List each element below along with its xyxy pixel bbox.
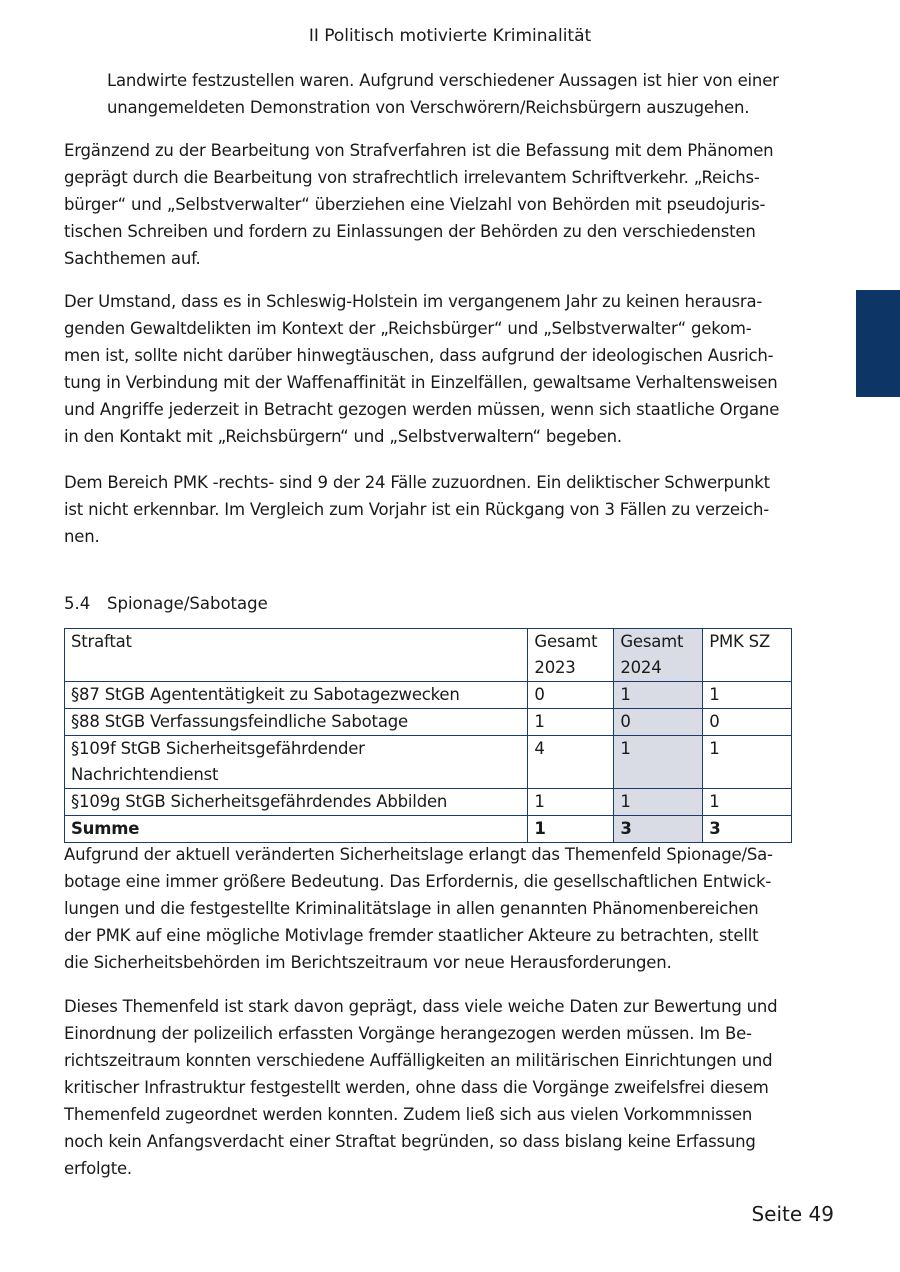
cell-straftat: §88 StGB Verfassungsfeindliche Sabotage bbox=[65, 709, 528, 736]
cell-gesamt-2023: 1 bbox=[528, 789, 614, 816]
cell-straftat bbox=[65, 736, 528, 789]
paragraph-sicherheitslage bbox=[64, 841, 794, 976]
text-line: geprägt durch die Bearbeitung von strafrechtlich irrelevantem Schriftverkehr. „Reichs- bbox=[64, 168, 760, 187]
cell-gesamt-2023: 0 bbox=[528, 682, 614, 709]
table-sum-row bbox=[65, 816, 792, 843]
cell-pmk-sz: 1 bbox=[703, 682, 792, 709]
text-line: unangemeldeten Demonstration von Verschwörern/Reichsbürgern auszugehen. bbox=[107, 98, 750, 117]
cell-line: Nachrichtendienst bbox=[71, 765, 219, 784]
text-line: ist nicht erkennbar. Im Vergleich zum Vorjahr ist ein Rückgang von 3 Fällen zu verzeich- bbox=[64, 500, 770, 519]
header-line: 2023 bbox=[534, 658, 576, 677]
text-line: tischen Schreiben und fordern zu Einlassungen der Behörden zu den verschiedensten bbox=[64, 222, 756, 241]
text-line: bürger“ und „Selbstverwalter“ überziehen eine Vielzahl von Behörden mit pseudojuris- bbox=[64, 195, 766, 214]
cell-sum-label: Summe bbox=[65, 816, 528, 843]
text-line: kritischer Infrastruktur festgestellt werden, ohne dass die Vorgänge zweifelsfrei diesem bbox=[64, 1078, 769, 1097]
cell-gesamt-2024: 1 bbox=[614, 789, 703, 816]
cell-straftat: §87 StGB Agententätigkeit zu Sabotagezwecken bbox=[65, 682, 528, 709]
text-line: nen. bbox=[64, 527, 100, 546]
header-line: Gesamt bbox=[534, 632, 598, 651]
table-row bbox=[65, 682, 792, 709]
text-line: Themenfeld zugeordnet werden konnten. Zudem ließ sich aus vielen Vorkommnissen bbox=[64, 1105, 753, 1124]
cell-gesamt-2023: 4 bbox=[528, 736, 614, 789]
text-line: richtszeitraum konnten verschiedene Auffälligkeiten an militärischen Einrichtungen und bbox=[64, 1051, 773, 1070]
text-line: Der Umstand, dass es in Schleswig-Holstein im vergangenem Jahr zu keinen herausra- bbox=[64, 292, 763, 311]
table-row bbox=[65, 709, 792, 736]
page-number: Seite 49 bbox=[751, 1202, 834, 1226]
header-pmk-sz: PMK SZ bbox=[703, 629, 792, 682]
cell-pmk-sz: 1 bbox=[703, 789, 792, 816]
text-line: der PMK auf eine mögliche Motivlage fremder staatlicher Akteure zu betrachten, stellt bbox=[64, 926, 759, 945]
page-header: II Politisch motivierte Kriminalität bbox=[308, 26, 592, 46]
cell-pmk-sz: 0 bbox=[703, 709, 792, 736]
text-line: Landwirte festzustellen waren. Aufgrund verschiedener Aussagen ist hier von einer bbox=[107, 71, 779, 90]
header-gesamt-2023 bbox=[528, 629, 614, 682]
text-line: botage eine immer größere Bedeutung. Das Erfordernis, die gesellschaftlichen Entwick- bbox=[64, 872, 772, 891]
section-title: Spionage/Sabotage bbox=[107, 594, 268, 613]
table-header-row bbox=[65, 629, 792, 682]
paragraph-pmk-rechts bbox=[64, 469, 794, 550]
paragraph-gewaltdelikte bbox=[64, 288, 794, 450]
cell-gesamt-2023: 1 bbox=[528, 709, 614, 736]
text-line: die Sicherheitsbehörden im Berichtszeitraum vor neue Herausforderungen. bbox=[64, 953, 672, 972]
text-line: Dem Bereich PMK -rechts- sind 9 der 24 Fälle zuzuordnen. Ein deliktischer Schwerpunkt bbox=[64, 473, 770, 492]
cell-gesamt-2024: 1 bbox=[614, 682, 703, 709]
header-gesamt-2024 bbox=[614, 629, 703, 682]
header-line: Gesamt bbox=[620, 632, 684, 651]
text-line: Sachthemen auf. bbox=[64, 249, 201, 268]
section-heading bbox=[64, 592, 268, 616]
text-line: genden Gewaltdelikten im Kontext der „Reichsbürger“ und „Selbstverwalter“ gekom- bbox=[64, 319, 752, 338]
table-row bbox=[65, 789, 792, 816]
text-line: Einordnung der polizeilich erfassten Vorgänge herangezogen werden müssen. Im Be- bbox=[64, 1024, 752, 1043]
text-line: erfolgte. bbox=[64, 1159, 132, 1178]
paragraph-landwirte bbox=[107, 67, 797, 121]
text-line: Ergänzend zu der Bearbeitung von Strafverfahren ist die Befassung mit dem Phänomen bbox=[64, 141, 774, 160]
offense-statistics-table bbox=[64, 628, 792, 843]
text-line: tung in Verbindung mit der Waffenaffinität in Einzelfällen, gewaltsame Verhaltensweisen bbox=[64, 373, 778, 392]
cell-straftat: §109g StGB Sicherheitsgefährdendes Abbilden bbox=[65, 789, 528, 816]
text-line: Aufgrund der aktuell veränderten Sicherheitslage erlangt das Themenfeld Spionage/Sa- bbox=[64, 845, 773, 864]
cell-gesamt-2024: 0 bbox=[614, 709, 703, 736]
text-line: lungen und die festgestellte Kriminalitätslage in allen genannten Phänomenbereichen bbox=[64, 899, 759, 918]
section-number: 5.4 bbox=[64, 594, 91, 613]
paragraph-themenfeld bbox=[64, 993, 794, 1182]
text-line: Dieses Themenfeld ist stark davon geprägt, dass viele weiche Daten zur Bewertung und bbox=[64, 997, 778, 1016]
text-line: und Angriffe jederzeit in Betracht gezogen werden müssen, wenn sich staatliche Organe bbox=[64, 400, 780, 419]
cell-pmk-sz: 1 bbox=[703, 736, 792, 789]
text-line: men ist, sollte nicht darüber hinwegtäuschen, dass aufgrund der ideologischen Ausrich- bbox=[64, 346, 774, 365]
table-row bbox=[65, 736, 792, 789]
cell-line: §109f StGB Sicherheitsgefährdender bbox=[71, 739, 365, 758]
paragraph-schriftverkehr bbox=[64, 137, 794, 272]
cell-sum-pmk-sz: 3 bbox=[703, 816, 792, 843]
text-line: noch kein Anfangsverdacht einer Straftat begründen, so dass bislang keine Erfassung bbox=[64, 1132, 756, 1151]
cell-sum-2024: 3 bbox=[614, 816, 703, 843]
cell-gesamt-2024: 1 bbox=[614, 736, 703, 789]
header-line: 2024 bbox=[620, 658, 662, 677]
text-line: in den Kontakt mit „Reichsbürgern“ und „Selbstverwaltern“ begeben. bbox=[64, 427, 622, 446]
header-straftat: Straftat bbox=[65, 629, 528, 682]
chapter-marker-tab bbox=[856, 290, 900, 397]
cell-sum-2023: 1 bbox=[528, 816, 614, 843]
